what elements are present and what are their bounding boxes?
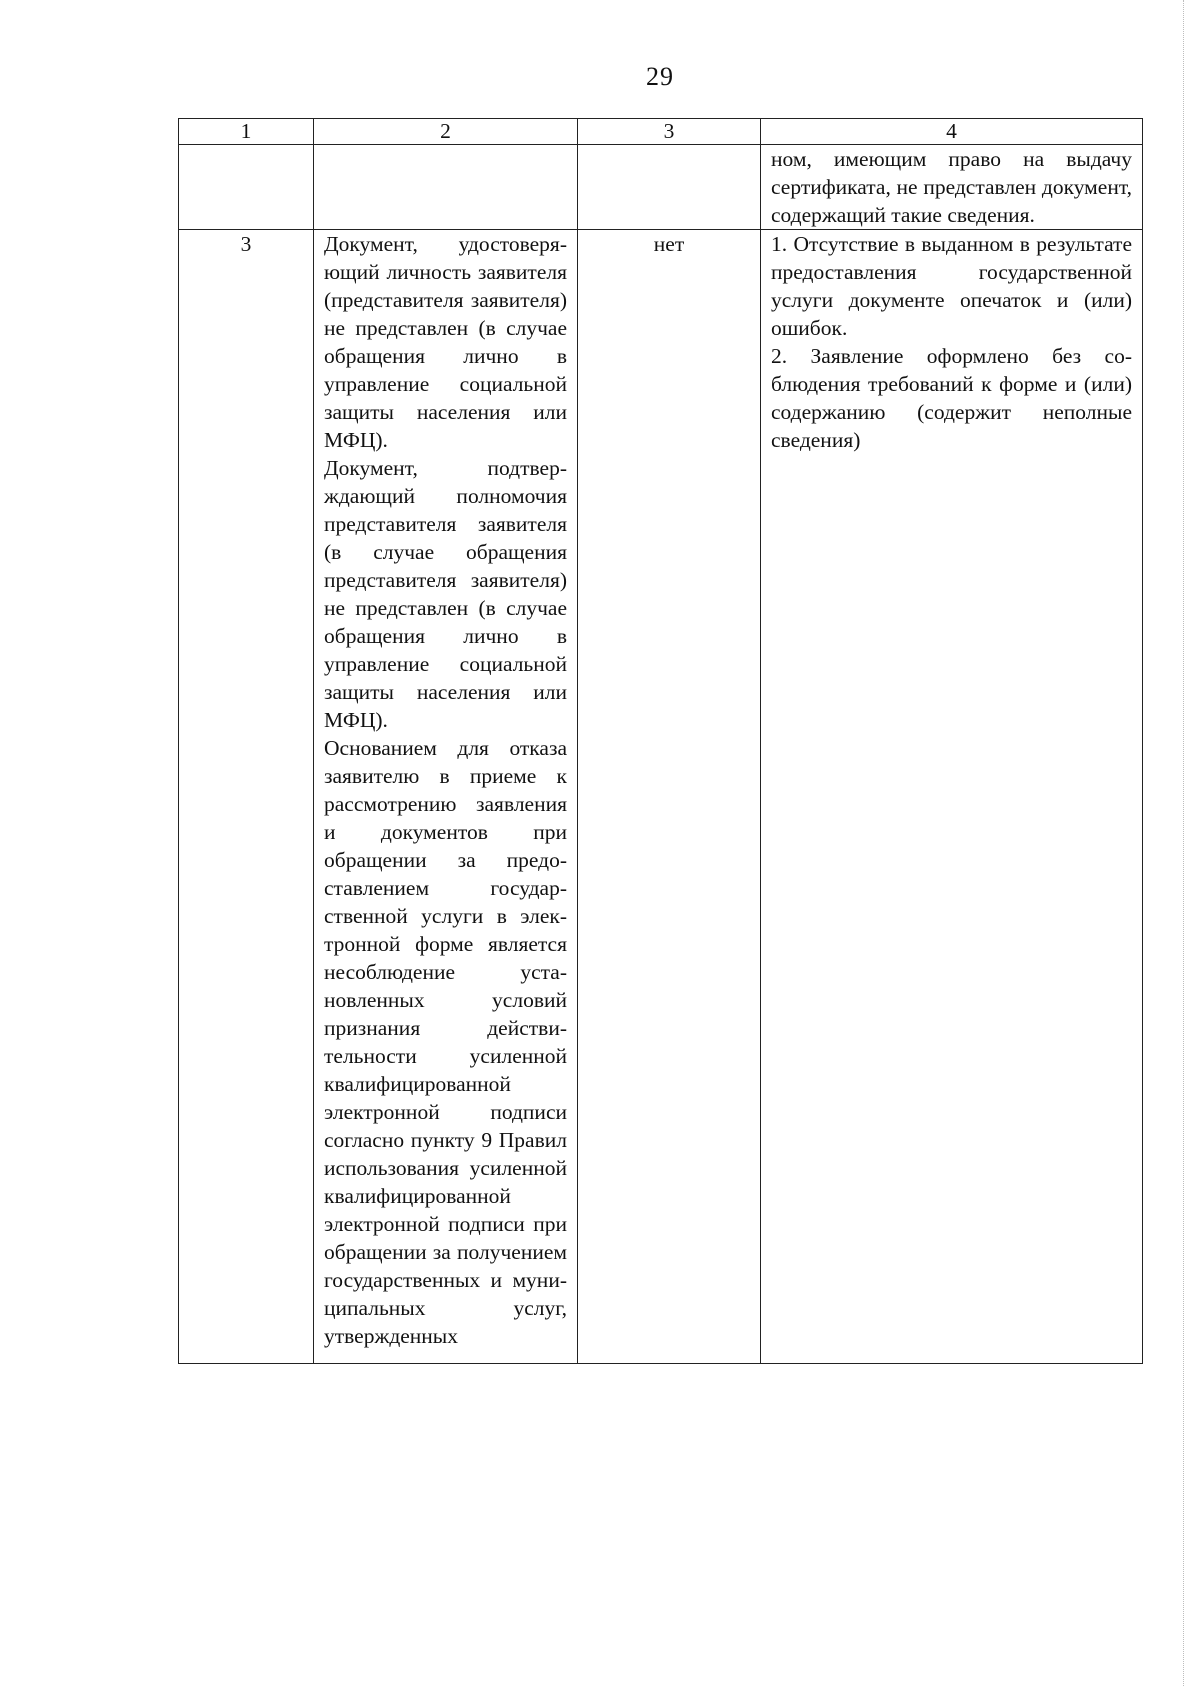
table-row — [179, 145, 1143, 230]
table-cell — [314, 145, 578, 230]
reasons-cell — [761, 230, 1143, 1364]
flag-cell: нет — [578, 230, 761, 1364]
column-header: 2 — [314, 119, 578, 145]
page-number: 29 — [646, 62, 674, 91]
table-cell — [578, 145, 761, 230]
document-table — [178, 118, 1143, 1364]
paragraph: 2. Заявление оформлено без соблюдения требований к форме и (или) содержанию (содержит неполные сведения) — [771, 344, 1132, 452]
table-cell: ном, имеющим право на выдачу сертификата, не представлен документ, содержащий такие сведения. — [761, 145, 1143, 230]
table-row — [179, 230, 1143, 1364]
column-header: 1 — [179, 119, 314, 145]
scan-edge-line — [1183, 0, 1184, 1686]
paragraph: Основанием для отказа заявителю в приеме к рассмотрению заявления и документов при обращении за предоставлением государственной услуги в электронной форме является несоблюдение установленных условий признания действительности усиленной квалифицированной электронной подписи согласно пункту 9 Правил использования усиленной квалифицированной электронной подписи при обращении за получением государственных и муниципальных услуг, утвержденных — [324, 736, 567, 1348]
grounds-cell — [314, 230, 578, 1364]
row-number-cell: 3 — [179, 230, 314, 1364]
paragraph: Документ, подтверждающий полномочия представителя заявителя (в случае обращения представителя заявителя) не представлен (в случае обращения лично в управление социальной защиты населения или МФЦ). — [324, 456, 567, 732]
table-cell — [179, 145, 314, 230]
table-header-row — [179, 119, 1143, 145]
column-header: 3 — [578, 119, 761, 145]
column-header: 4 — [761, 119, 1143, 145]
paragraph: 1. Отсутствие в выданном в результате предоставления государственной услуги документе опечаток и (или) ошибок. — [771, 232, 1132, 340]
paragraph: Документ, удостоверяющий личность заявителя (представителя заявителя) не представлен (в случае обращения лично в управление социальной защиты населения или МФЦ). — [324, 232, 567, 452]
